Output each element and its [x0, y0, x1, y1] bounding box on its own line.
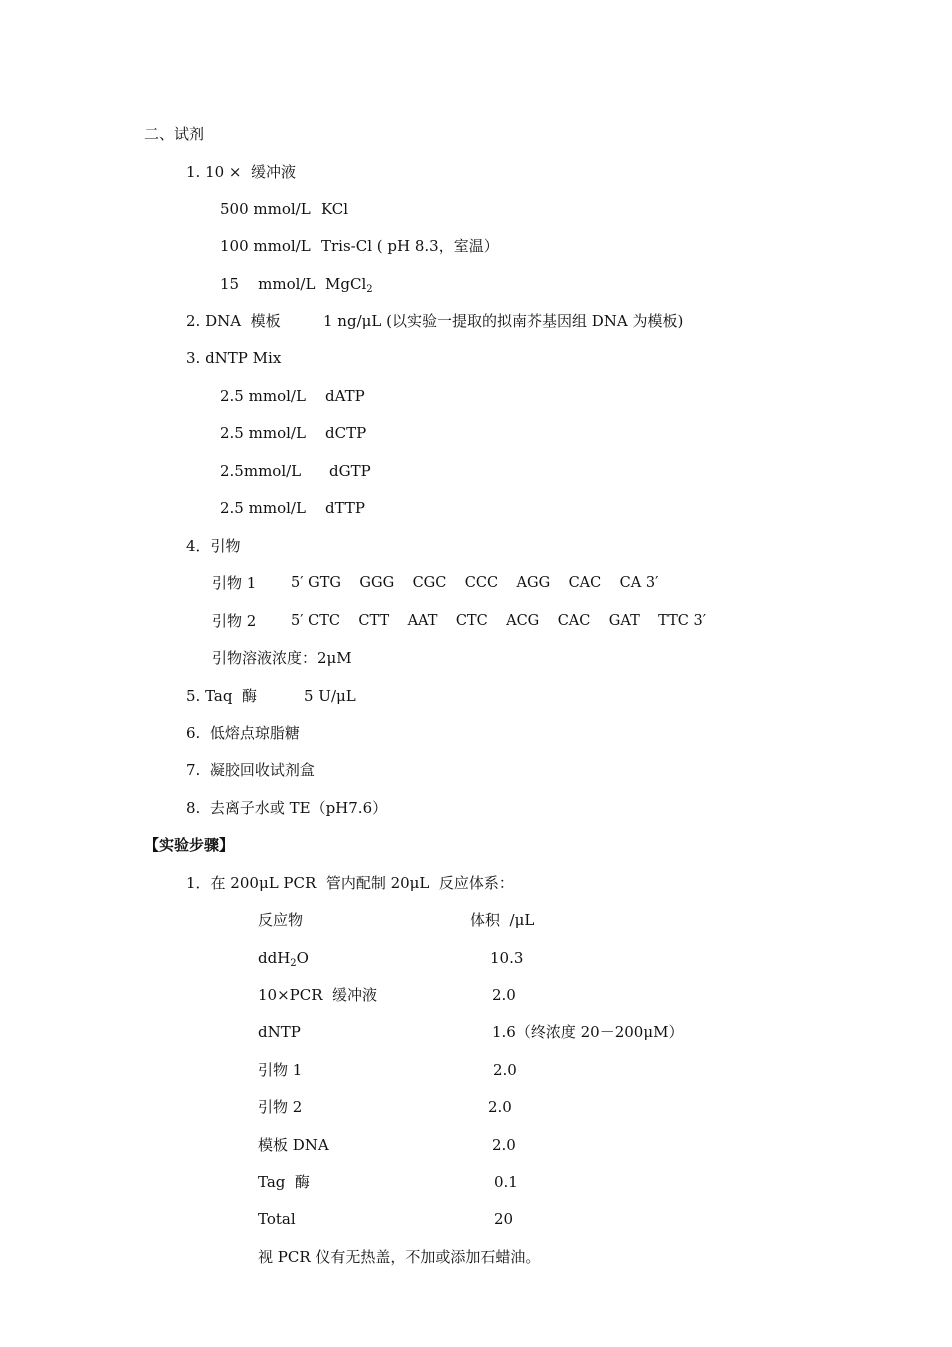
template-label: 2. DNA 模板: [186, 312, 281, 330]
primer1-label: 引物 1: [212, 574, 257, 592]
table-row-volume: 20: [494, 1210, 514, 1228]
table-row-volume: 2.0: [488, 1098, 512, 1116]
buffer-component: MgCl$_2$: [325, 275, 373, 295]
table-row-volume: 1.6（终浓度 20－200μM）: [492, 1023, 684, 1041]
step-1: 1．在 200μL PCR 管内配制 20μL 反应体系：: [186, 874, 514, 892]
primer1-sequence: 5′ GTG GGG CGC CCC AGG CAC CA 3′: [291, 575, 659, 591]
table-row-reactant: 10×PCR 缓冲液: [258, 986, 378, 1004]
taq-label: 5. Taq 酶: [186, 687, 258, 705]
table-row-reactant: 模板 DNA: [258, 1136, 329, 1154]
table-row-reactant: ddH$_2$O: [258, 949, 309, 969]
taq-value: 5 U/μL: [304, 687, 356, 705]
buffer-component: KCl: [321, 200, 349, 218]
primer-concentration: 引物溶液浓度：2μM: [212, 649, 352, 667]
table-row-reactant: 引物 1: [258, 1061, 303, 1079]
table-row-reactant: Tag 酶: [258, 1173, 310, 1191]
table-header-volume: 体积 /μL: [470, 911, 535, 929]
buffer-title: 1. 10 × 缓冲液: [186, 163, 297, 181]
dntp-name: dCTP: [325, 424, 367, 442]
table-row-volume: 2.0: [492, 1136, 516, 1154]
dntp-name: dGTP: [329, 462, 371, 480]
table-header-reactant: 反应物: [258, 911, 304, 929]
reagent-item-7: 7. 凝胶回收试剂盒: [186, 761, 315, 779]
dntp-name: dATP: [325, 387, 365, 405]
table-row-reactant: Total: [258, 1210, 296, 1228]
table-row-volume: 0.1: [494, 1173, 518, 1191]
table-row-volume: 2.0: [493, 1061, 517, 1079]
primer2-label: 引物 2: [212, 612, 257, 630]
table-row-reactant: dNTP: [258, 1023, 301, 1041]
section-heading-steps: 【实验步骤】: [144, 836, 235, 854]
primers-title: 4．引物: [186, 537, 241, 555]
reagent-item-8: 8. 去离子水或 TE（pH7.6）: [186, 799, 388, 817]
reagent-item-6: 6. 低熔点琼脂糖: [186, 724, 300, 742]
dntp-conc: 2.5 mmol/L: [220, 499, 306, 517]
primer2-sequence: 5′ CTC CTT AAT CTC ACG CAC GAT TTC 3′: [291, 613, 707, 629]
buffer-conc: 100 mmol/L: [220, 237, 311, 255]
template-value: 1 ng/μL (以实验一提取的拟南芥基因组 DNA 为模板): [323, 312, 684, 330]
buffer-conc: 500 mmol/L: [220, 200, 311, 218]
table-row-volume: 2.0: [492, 986, 516, 1004]
section-heading-reagents: 二、试剂: [144, 125, 205, 143]
buffer-conc: 15 mmol/L: [220, 275, 316, 293]
dntp-conc: 2.5mmol/L: [220, 462, 302, 480]
dntp-title: 3. dNTP Mix: [186, 349, 282, 367]
dntp-conc: 2.5 mmol/L: [220, 424, 306, 442]
pcr-note: 视 PCR 仪有无热盖，不加或添加石蜡油。: [258, 1248, 541, 1266]
table-row-volume: 10.3: [490, 949, 524, 967]
dntp-name: dTTP: [325, 499, 365, 517]
table-row-reactant: 引物 2: [258, 1098, 303, 1116]
dntp-conc: 2.5 mmol/L: [220, 387, 306, 405]
buffer-component: Tris-Cl ( pH 8.3，室温）: [321, 237, 499, 255]
